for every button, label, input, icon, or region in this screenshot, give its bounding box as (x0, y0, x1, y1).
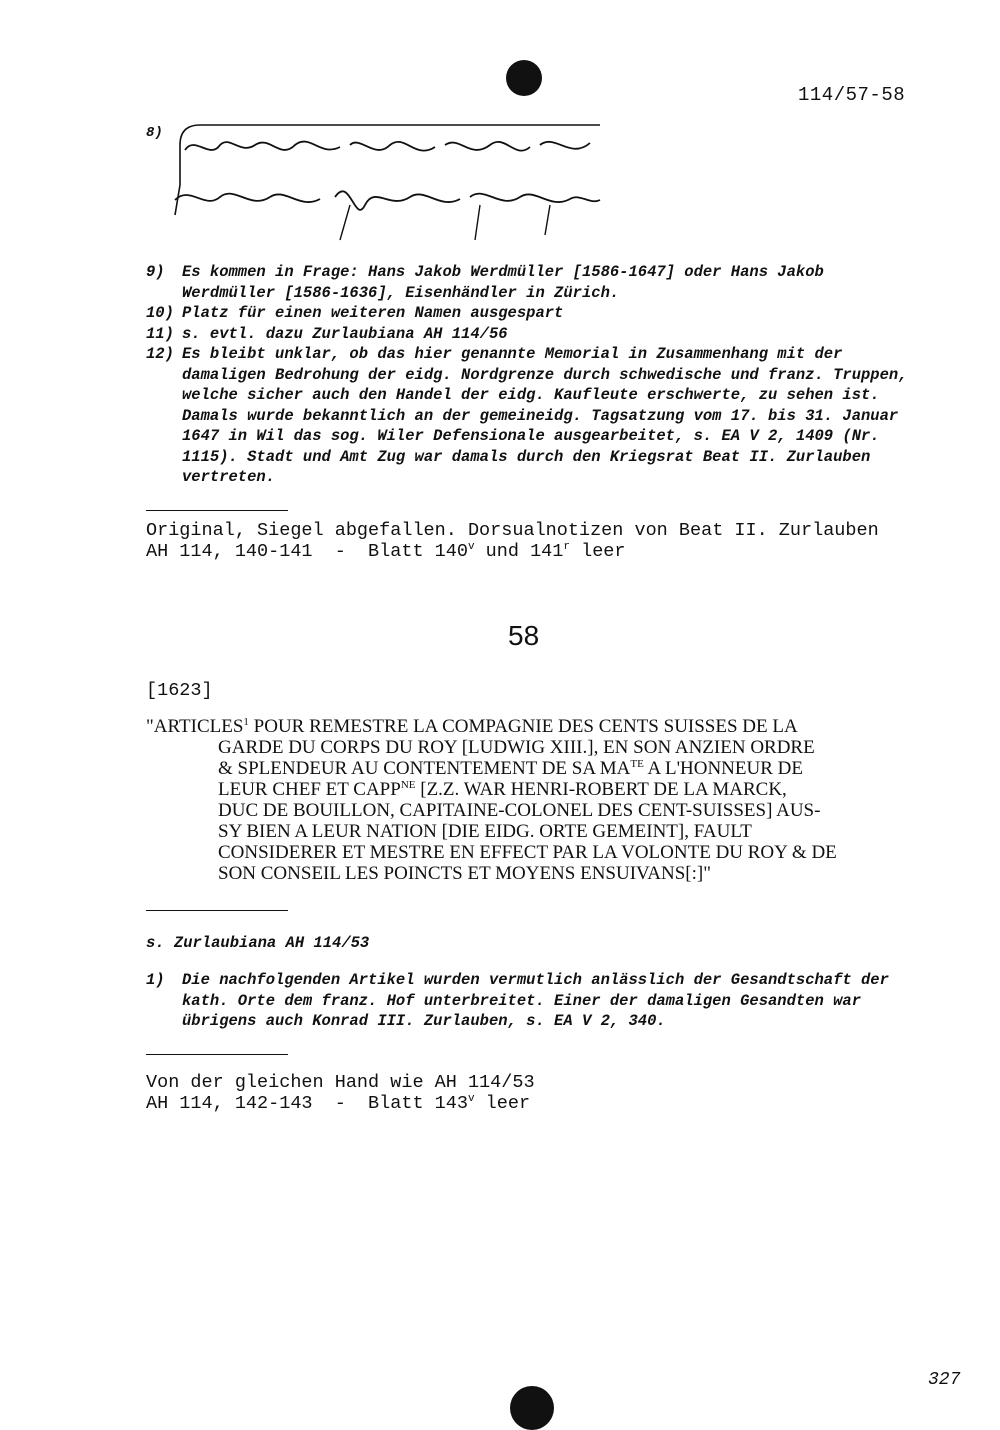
footnote-number: 10) (146, 304, 174, 322)
title-text: POUR REMESTRE LA COMPAGNIE DES CENTS SUISSES DE LA (248, 716, 798, 737)
superscript: NE (400, 779, 416, 791)
footnote-ref: 1 (243, 716, 249, 728)
footnote-number: 11) (146, 324, 174, 343)
divider (146, 1054, 288, 1055)
source-note (146, 1072, 535, 1114)
source-note-text: AH 114, 140-141 - Blatt 140 (146, 541, 468, 562)
title-line: DUC DE BOUILLON, CAPITAINE-COLONEL DES CENT-SUISSES] AUS- (218, 800, 821, 821)
divider (146, 910, 288, 911)
source-note-text: AH 114, 142-143 - Blatt 143 (146, 1093, 468, 1114)
title-text: LEUR CHEF ET CAPP (218, 779, 401, 800)
divider (146, 510, 288, 511)
title-text: A L'HONNEUR DE (643, 758, 803, 779)
footnote-text: Die nachfolgenden Artikel wurden vermutlich anlässlich der Gesandtschaft der kath. Orte dem franz. Hof unterbreitet. Einer der damaligen Gesandten war übrigens auch Konrad III. Zurlauben, s. EA V 2, 340. (182, 971, 889, 1030)
source-note-text: und 141 (474, 541, 564, 562)
superscript: r (563, 541, 570, 553)
title-text: [Z.Z. WAR HENRI-ROBERT DE LA MARCK, (415, 779, 787, 800)
footnote-text: Es kommen in Frage: Hans Jakob Werdmüller [1586-1647] oder Hans Jakob Werdmüller [1586-1636], Eisenhändler in Zürich. (182, 263, 824, 302)
footnote-item (146, 344, 926, 488)
source-note-text: leer (474, 1093, 531, 1114)
title-text: & SPLENDEUR AU CONTENTEMENT DE SA MA (218, 758, 631, 779)
punch-hole (510, 1386, 554, 1430)
reference-note: s. Zurlaubiana AH 114/53 (146, 934, 370, 952)
page-reference: 114/57-58 (798, 84, 906, 106)
footnote-text: s. evtl. dazu Zurlaubiana AH 114/56 (182, 324, 508, 343)
title-line: CONSIDERER ET MESTRE EN EFFECT PAR LA VOLONTE DU ROY & DE (218, 842, 837, 863)
title-text: "ARTICLES (146, 716, 244, 737)
handwritten-signature (160, 105, 610, 245)
footnote-item (146, 303, 926, 324)
superscript: TE (630, 758, 644, 770)
footnote-text: Platz für einen weiteren Namen ausgespart (182, 304, 564, 322)
title-line: SY BIEN A LEUR NATION [DIE EIDG. ORTE GEMEINT], FAULT (218, 821, 752, 842)
title-line (146, 716, 916, 737)
title-line: SON CONSEIL LES POINCTS ET MOYENS ENSUIVANS[:]" (218, 863, 711, 884)
document-date: [1623] (146, 680, 213, 701)
footnote-item (146, 970, 926, 1032)
footnote-item (146, 262, 926, 303)
source-note-line: Original, Siegel abgefallen. Dorsualnotizen von Beat II. Zurlauben (146, 520, 879, 541)
footnote-item (146, 324, 926, 345)
handwriting-number: 8) (146, 125, 163, 141)
source-note (146, 520, 879, 562)
footnote-number: 1) (146, 971, 165, 989)
footnote-text: Es bleibt unklar, ob das hier genannte Memorial in Zusammenhang mit der damaligen Bedrohung der eidg. Nordgrenze durch schwedische und franz. Truppen, welche sicher auch den Handel der eidg. Kaufleute erschwerte, zu sehen ist. Damals wurde bekanntlich an der gemeineidg. Tagsatzung vom 17. bis 31. Januar 1647 in Wil das sog. Wiler Defensionale ausgearbeitet, s. EA V 2, 1409 (Nr. 1115). Stadt und Amt Zug war damals durch den Kriegsrat Beat II. Zurlauben vertreten. (182, 345, 908, 486)
footnote-number: 9) (146, 263, 165, 281)
page-mark: 327 (928, 1370, 961, 1390)
footnotes-list (146, 262, 926, 488)
footnote-number: 12) (146, 345, 174, 363)
source-note-line: Von der gleichen Hand wie AH 114/53 (146, 1072, 535, 1093)
punch-hole (506, 60, 542, 96)
title-line: GARDE DU CORPS DU ROY [LUDWIG XIII.], EN SON ANZIEN ORDRE (218, 737, 815, 758)
document-number: 58 (508, 620, 540, 651)
superscript: v (467, 541, 475, 553)
title-line (146, 758, 916, 779)
document-title (146, 716, 916, 884)
title-line (146, 779, 916, 800)
superscript: v (467, 1093, 475, 1105)
source-note-text: leer (570, 541, 626, 562)
